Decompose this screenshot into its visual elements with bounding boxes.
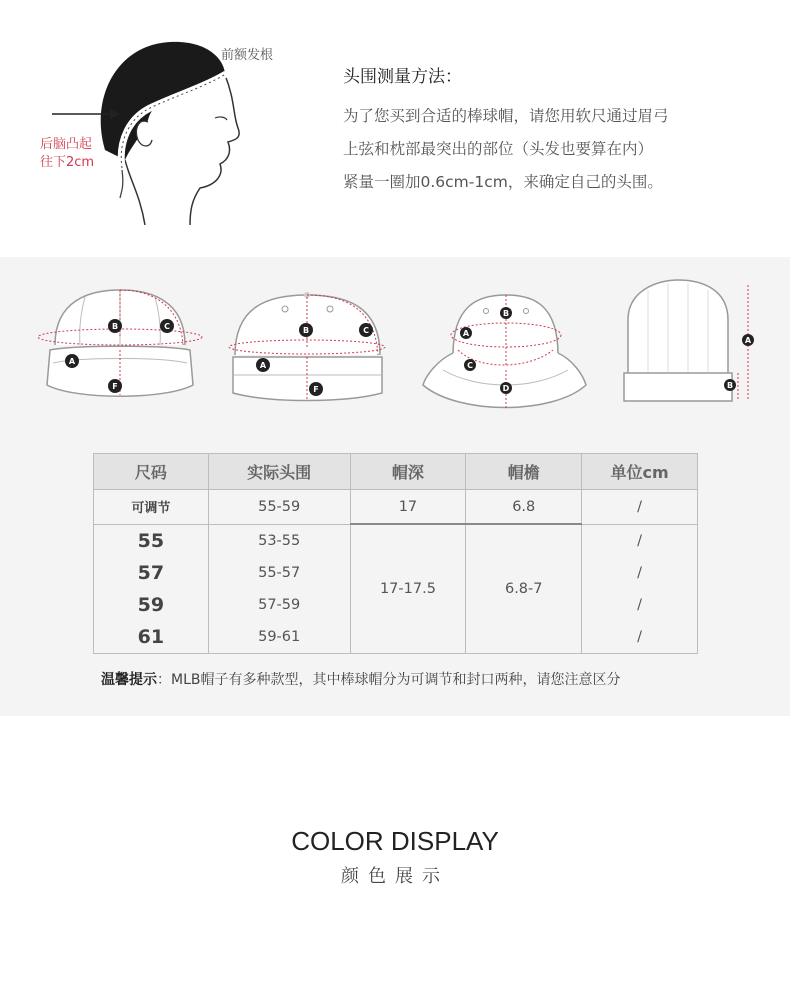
cell-size: 61 <box>94 621 209 654</box>
svg-text:F: F <box>112 382 118 391</box>
cell-size: 57 <box>94 557 209 589</box>
color-display-subtitle: 颜色展示 <box>341 866 449 887</box>
svg-text:F: F <box>313 385 319 394</box>
cell-head-circ: 53-55 <box>208 524 350 557</box>
measure-method-line: 上弦和枕部最突出的部位（头发也要算在内） <box>343 140 654 158</box>
color-display-title: COLOR DISPLAY <box>291 826 499 856</box>
size-table <box>93 453 698 654</box>
marker-A-beanie <box>742 334 754 346</box>
measure-method-line: 为了您买到合适的棒球帽，请您用软尺通过眉弓 <box>343 107 669 125</box>
svg-text:A: A <box>68 357 76 366</box>
col-header-size: 尺码 <box>94 454 209 490</box>
measure-method-line: 紧量一圈加0.6cm-1cm，来确定自己的头围。 <box>343 173 663 191</box>
marker-C-bucket <box>464 359 476 371</box>
col-header-head-circ: 实际头围 <box>208 454 350 490</box>
cell-head-circ: 55-57 <box>208 557 350 589</box>
marker-A-bucket <box>460 327 472 339</box>
cell-brim: 6.8 <box>466 490 582 525</box>
back-head-label-line2: 往下2cm <box>40 155 95 170</box>
marker-B-bucket <box>500 307 512 319</box>
measure-method <box>343 62 763 199</box>
cell-head-circ: 59-61 <box>208 621 350 654</box>
cell-depth-merged: 17-17.5 <box>350 524 466 653</box>
svg-text:A: A <box>259 361 267 370</box>
marker-C-cap1 <box>160 319 174 333</box>
marker-F-cap2 <box>309 382 323 396</box>
tip-note <box>101 669 620 689</box>
cell-size: 55 <box>94 524 209 557</box>
measure-method-title: 头围测量方法： <box>343 67 462 87</box>
cell-unit: / <box>582 490 698 525</box>
cell-brim-merged: 6.8-7 <box>466 524 582 653</box>
col-header-brim: 帽檐 <box>466 454 582 490</box>
cell-depth: 17 <box>350 490 466 525</box>
svg-text:D: D <box>502 384 510 393</box>
marker-F-cap1 <box>108 379 122 393</box>
marker-C-cap2 <box>359 323 373 337</box>
cell-unit: / <box>582 557 698 589</box>
cell-unit: / <box>582 621 698 654</box>
back-head-label <box>40 136 94 172</box>
cell-size: 可调节 <box>94 490 209 525</box>
cell-unit: / <box>582 524 698 557</box>
cell-head-circ: 55-59 <box>208 490 350 525</box>
tip-label: 温馨提示 <box>101 672 157 688</box>
back-head-label-line1: 后脑凸起 <box>40 137 93 152</box>
svg-text:B: B <box>502 309 510 318</box>
table-row <box>94 524 698 557</box>
svg-text:A: A <box>462 329 470 338</box>
marker-B-cap1 <box>108 319 122 333</box>
table-row <box>94 490 698 525</box>
hair-root-label: 前额发根 <box>221 48 274 63</box>
measure-section <box>0 0 790 250</box>
col-header-unit: 单位cm <box>582 454 698 490</box>
col-header-depth: 帽深 <box>350 454 466 490</box>
cell-unit: / <box>582 589 698 621</box>
svg-text:B: B <box>302 326 310 335</box>
svg-text:A: A <box>744 336 752 345</box>
marker-B-beanie <box>724 379 736 391</box>
hat-diagram-row <box>0 275 790 425</box>
diagram-marker-layer <box>0 275 790 425</box>
size-table-header <box>94 454 698 490</box>
svg-text:C: C <box>363 326 369 335</box>
marker-A-cap1 <box>65 354 79 368</box>
svg-text:C: C <box>164 322 170 331</box>
size-chart-panel <box>0 257 790 716</box>
tip-text: ：MLB帽子有多种款型，其中棒球帽分为可调节和封口两种，请您注意区分 <box>157 672 621 688</box>
cell-size: 59 <box>94 589 209 621</box>
svg-text:B: B <box>726 381 734 390</box>
marker-A-cap2 <box>256 358 270 372</box>
marker-D-bucket <box>500 382 512 394</box>
cell-head-circ: 57-59 <box>208 589 350 621</box>
svg-text:B: B <box>111 322 119 331</box>
marker-B-cap2 <box>299 323 313 337</box>
svg-text:C: C <box>467 361 473 370</box>
